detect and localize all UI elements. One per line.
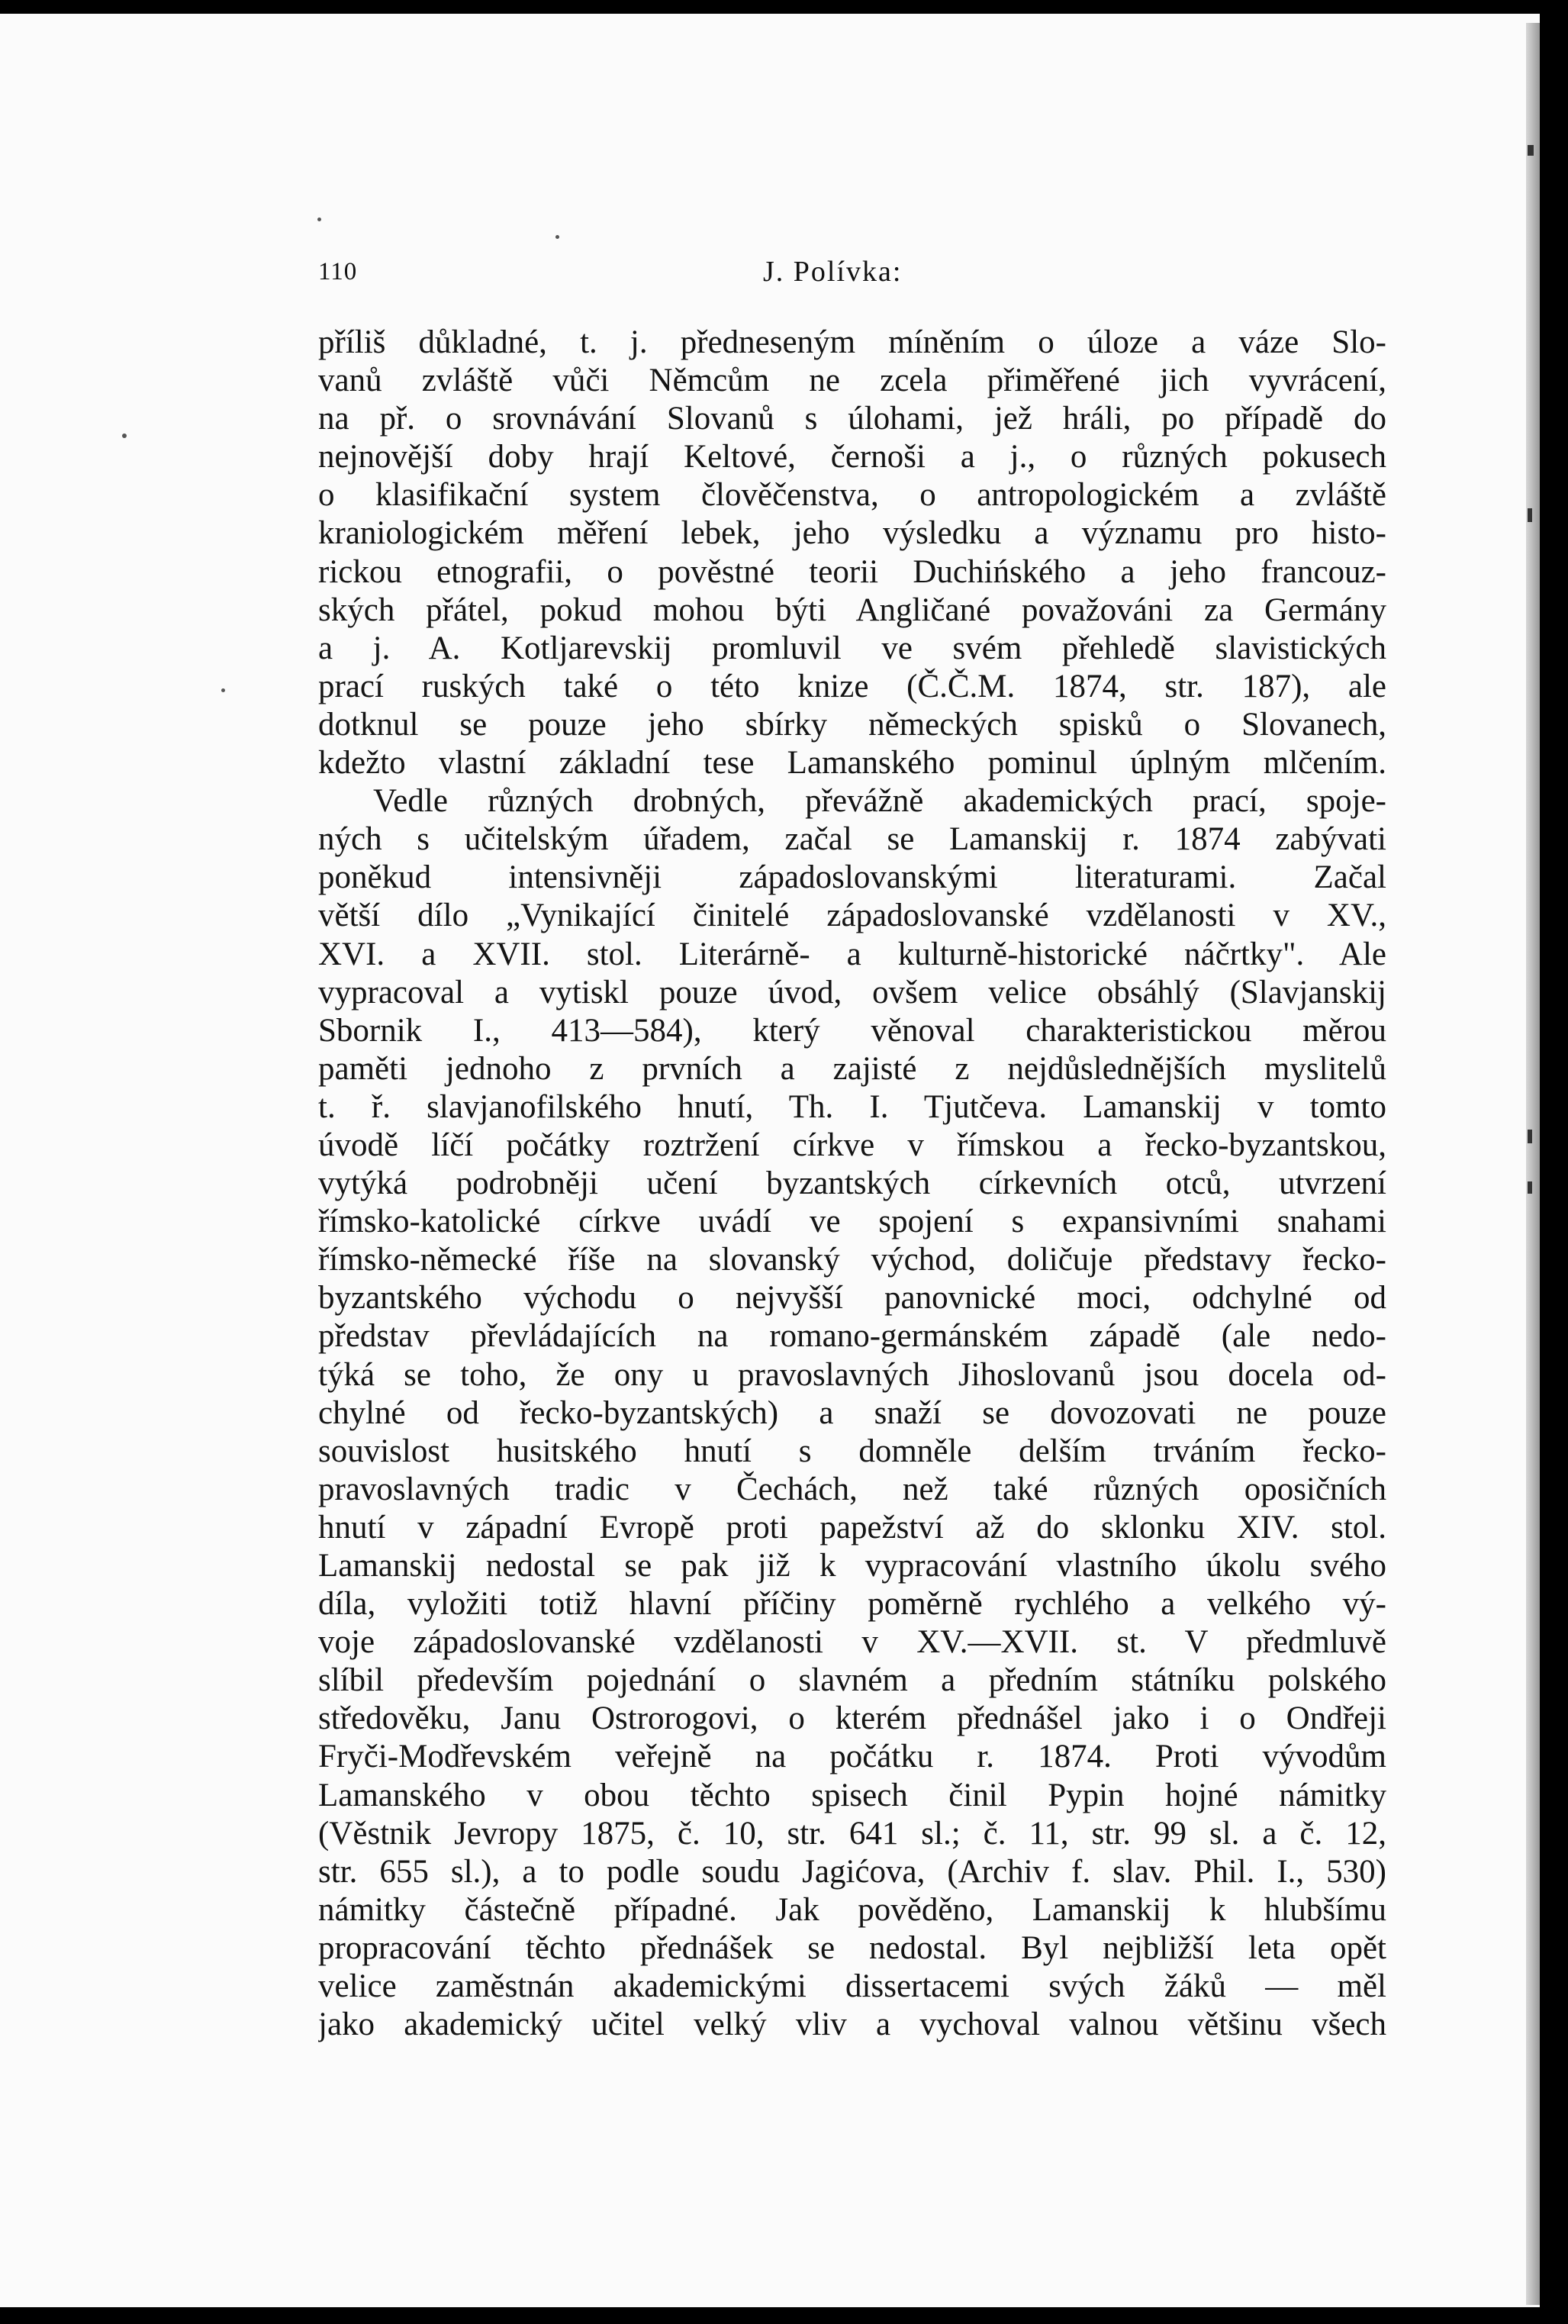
body-text (318, 324, 1386, 2044)
text-line: Sbornik I., 413—584), který věnoval charakteristickou měrou (318, 1012, 1386, 1049)
text-line: ských přátel, pokud mohou býti Angličané považováni za Germány (318, 591, 1386, 628)
scan-edge-mark (1528, 1130, 1532, 1143)
scan-edge-mark (1528, 145, 1534, 156)
text-line: paměti jednoho z prvních a zajisté z nejdůslednějších myslitelů (318, 1050, 1386, 1087)
page-number: 110 (318, 258, 358, 285)
text-line: větší dílo „Vynikající činitelé západoslovanské vzdělanosti v XV., (318, 898, 1386, 934)
text-line: římsko-katolické církve uvádí ve spojení s expansivními snahami (318, 1204, 1386, 1240)
scan-border (0, 2307, 1568, 2324)
page-edge-shadow (1526, 23, 1540, 2305)
text-line: o klasifikační system člověčenstva, o antropologickém a zvláště (318, 477, 1386, 514)
text-line: na př. o srovnávání Slovanů s úlohami, jež hráli, po případě do (318, 401, 1386, 437)
text-line: voje západoslovanské vzdělanosti v XV.—XVII. st. V předmluvě (318, 1624, 1386, 1661)
scan-speck (555, 235, 559, 239)
text-line: vytýká podrobněji učení byzantských církevních otců, utvrzení (318, 1165, 1386, 1202)
text-line: římsko-německé říše na slovanský východ, doličuje představy řecko- (318, 1242, 1386, 1278)
text-line: str. 655 sl.), a to podle soudu Jagićova, (Archiv f. slav. Phil. I., 530) (318, 1853, 1386, 1890)
text-line: díla, vyložiti totiž hlavní příčiny poměrně rychlého a velkého vý- (318, 1586, 1386, 1623)
text-line: dotknul se pouze jeho sbírky německých spisků o Slovanech, (318, 706, 1386, 743)
text-line: byzantského východu o nejvyšší panovnické moci, odchylné od (318, 1280, 1386, 1317)
text-line: ných s učitelským úřadem, začal se Lamanskij r. 1874 zabývati (318, 821, 1386, 858)
scan-edge-mark (1528, 1181, 1532, 1194)
scan-speck (221, 688, 225, 692)
text-line: velice zaměstnán akademickými dissertacemi svých žáků — měl (318, 1968, 1386, 2005)
scan-speck (317, 218, 321, 221)
text-line: kdežto vlastní základní tese Lamanského pominul úplným mlčením. (318, 745, 1386, 782)
text-line: příliš důkladné, t. j. předneseným míněním o úloze a váze Slo- (318, 324, 1386, 360)
text-line: (Věstnik Jevropy 1875, č. 10, str. 641 sl.; č. 11, str. 99 sl. a č. 12, (318, 1815, 1386, 1852)
scan-speck (122, 434, 127, 438)
text-line: jako akademický učitel velký vliv a vychoval valnou většinu všech (318, 2007, 1386, 2043)
running-head: J. Polívka: (763, 256, 903, 288)
text-line: vanů zvláště vůči Němcům ne zcela přiměřené jich vyvrácení, (318, 363, 1386, 399)
text-line: představ převládajících na romano-germánském západě (ale nedo- (318, 1318, 1386, 1355)
text-line: kraniologickém měření lebek, jeho výsledku a významu pro histo- (318, 515, 1386, 552)
text-line: souvislost husitského hnutí s domnělе delším trváním řecko- (318, 1433, 1386, 1469)
text-line: XVI. a XVII. stol. Literárně- a kulturně-historické náčrtky". Ale (318, 936, 1386, 972)
text-line: nejnovější doby hrají Keltové, černoši a j., o různých pokusech (318, 439, 1386, 475)
text-line: Lamanskij nedostal se pak již k vypracování vlastního úkolu svého (318, 1548, 1386, 1584)
text-line: prací ruských také o této knize (Č.Č.M. 1874, str. 187), ale (318, 668, 1386, 704)
text-line: rickou etnografii, o pověstné teorii Duchińského a jeho francouz- (318, 553, 1386, 590)
text-line: poněkud intensivněji západoslovanskými literaturami. Začal (318, 859, 1386, 896)
text-line: Fryči-Modřevském veřejně na počátku r. 1874. Proti vývodům (318, 1739, 1386, 1775)
text-line: Lamanského v obou těchto spisech činil Pypin hojné námitky (318, 1777, 1386, 1813)
text-line: hnutí v západní Evropě proti papežství až do sklonku XIV. stol. (318, 1509, 1386, 1546)
text-line: pravoslavných tradic v Čechách, než také různých oposičních (318, 1471, 1386, 1507)
text-line: slíbil především pojednání o slavném a předním státníku polského (318, 1662, 1386, 1699)
text-line: středověku, Janu Ostrorogovi, o kterém přednášel jako i o Ondřeji (318, 1700, 1386, 1737)
scan-edge-mark (1528, 508, 1532, 522)
text-line-paragraph-start: Vedle různých drobných, převážně akademických prací, spoje- (373, 783, 1386, 820)
text-line: námitky částečně případné. Jak pověděno, Lamanskij k hlubšímu (318, 1891, 1386, 1928)
text-line: a j. A. Kotljarevskij promluvil ve svém přehledě slavistických (318, 630, 1386, 666)
text-line: propracování těchto přednášek se nedostal. Byl nejbližší leta opět (318, 1929, 1386, 1966)
text-line: týká se toho, že ony u pravoslavných Jihoslovanů jsou docela od- (318, 1356, 1386, 1393)
text-line: vypracoval a vytiskl pouze úvod, ovšem velice obsáhlý (Slavjanskij (318, 974, 1386, 1011)
text-line: úvodě líčí počátky roztržení církve v římskou a řecko-byzantskou, (318, 1127, 1386, 1163)
text-line: t. ř. slavjanofilského hnutí, Th. I. Tjutčeva. Lamanskij v tomto (318, 1088, 1386, 1125)
text-line: chylné od řecko-byzantských) a snaží se dovozovati ne pouze (318, 1394, 1386, 1431)
